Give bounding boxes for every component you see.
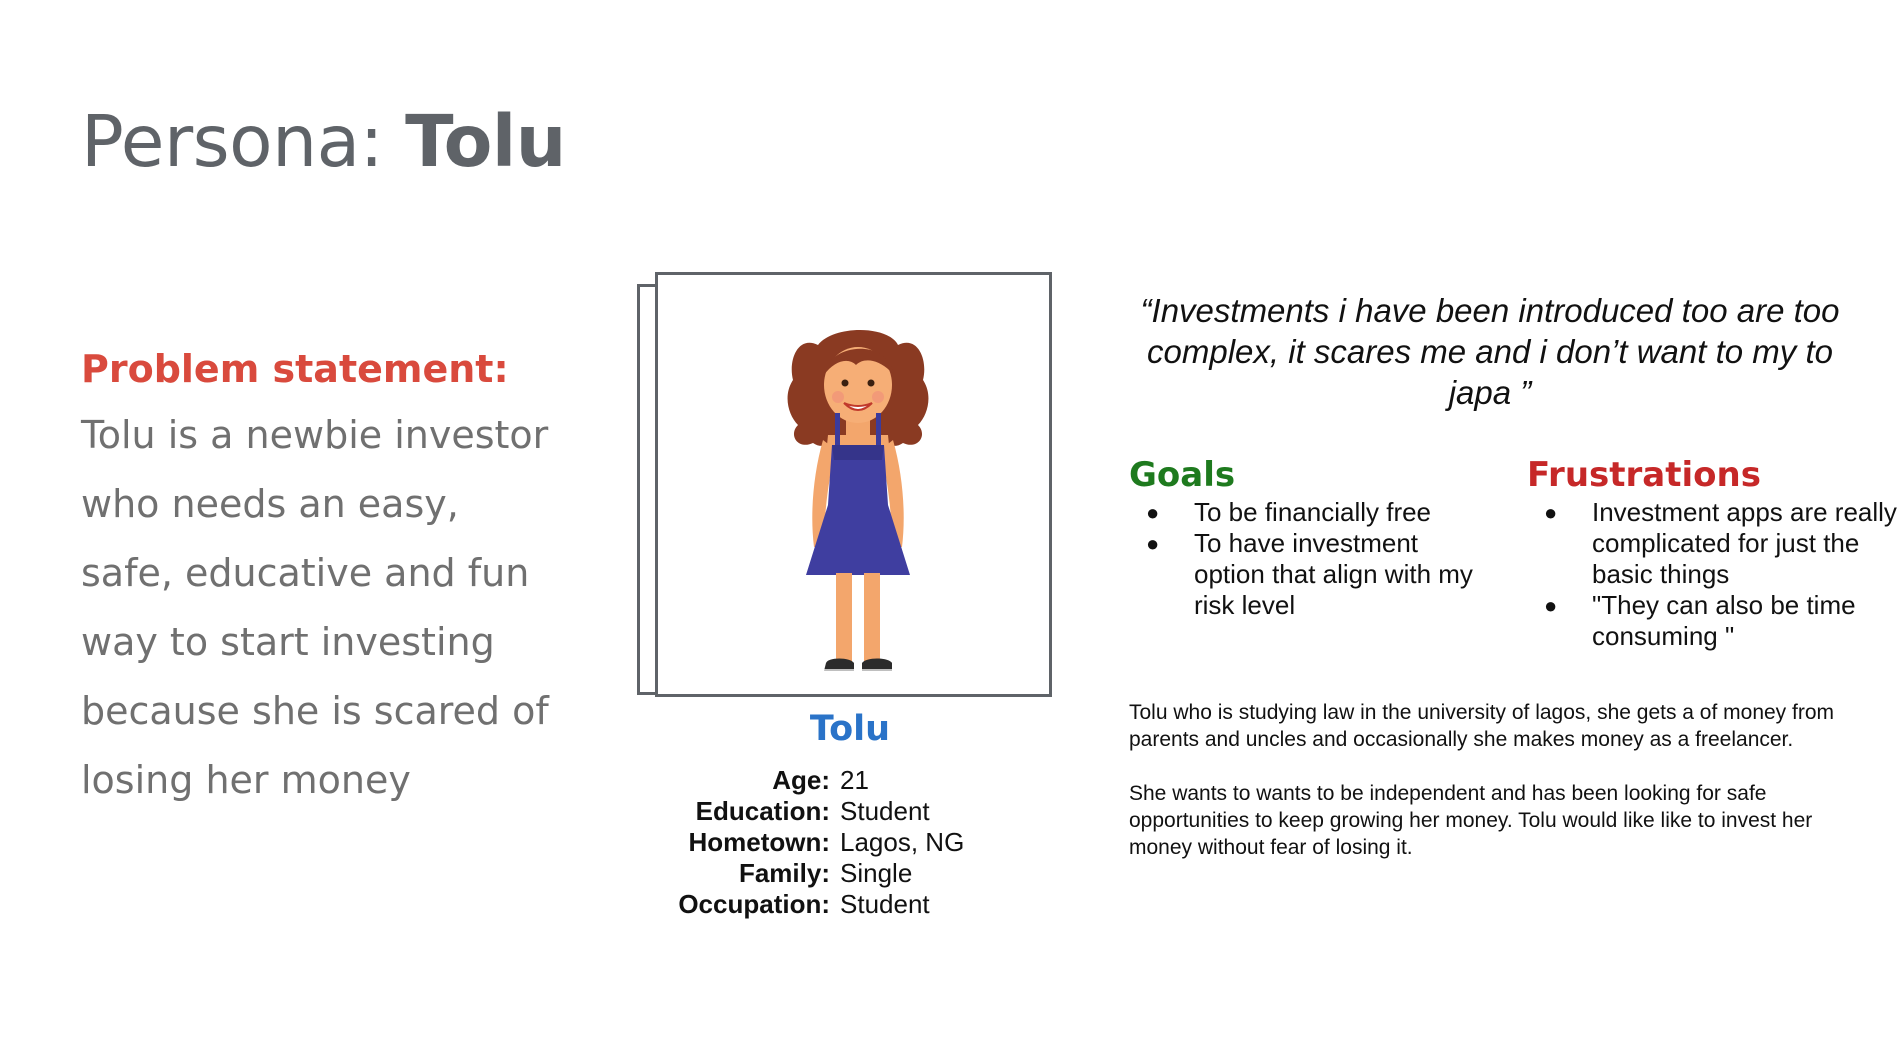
fact-row-family bbox=[640, 858, 1060, 889]
fact-row-hometown bbox=[640, 827, 1060, 858]
list-item bbox=[1527, 590, 1897, 652]
problem-text: Tolu is a newbie investor who needs an easy, safe, educative and fun way to start investing because she is scared of losing her money bbox=[81, 413, 549, 802]
fact-value: Student bbox=[840, 889, 930, 919]
frustrations-list bbox=[1527, 497, 1897, 652]
frustration-text: "They can also be time consuming " bbox=[1592, 590, 1856, 651]
persona-facts bbox=[640, 765, 1060, 920]
bio-paragraph: She wants to wants to be independent and has been looking for safe opportunities to keep growing her money. Tolu would like like to invest her money without fear of losing it. bbox=[1129, 782, 1813, 859]
bullet-icon: ● bbox=[1544, 593, 1558, 618]
bullet-icon: ● bbox=[1146, 531, 1160, 556]
title-prefix: Persona: bbox=[81, 100, 406, 183]
persona-name: Tolu bbox=[809, 709, 891, 749]
fact-value: Single bbox=[840, 858, 913, 888]
fact-value: Lagos, NG bbox=[840, 827, 965, 857]
fact-row-education bbox=[640, 796, 1060, 827]
bio-paragraph: Tolu who is studying law in the university of lagos, she gets a of money from parents and uncles and occasionally she makes money as a freelancer. bbox=[1129, 701, 1835, 751]
list-item bbox=[1129, 528, 1489, 621]
fact-label: Hometown: bbox=[688, 827, 830, 857]
goals-section bbox=[1129, 455, 1489, 621]
avatar bbox=[655, 272, 1052, 697]
fact-row-age bbox=[640, 765, 1060, 796]
fact-label: Occupation: bbox=[678, 889, 830, 919]
fact-label: Family: bbox=[738, 858, 830, 888]
frustrations-section bbox=[1527, 455, 1897, 652]
bullet-icon: ● bbox=[1146, 500, 1160, 525]
girl-avatar-icon bbox=[658, 275, 1049, 694]
title-name: Tolu bbox=[405, 100, 566, 183]
bullet-icon: ● bbox=[1544, 500, 1558, 525]
fact-row-occupation bbox=[640, 889, 1060, 920]
fact-value: Student bbox=[840, 796, 930, 826]
fact-label: Education: bbox=[695, 796, 830, 826]
goals-heading: Goals bbox=[1129, 455, 1236, 495]
list-item bbox=[1129, 497, 1489, 528]
page-title bbox=[81, 100, 566, 183]
goal-text: To be financially free bbox=[1194, 497, 1432, 527]
persona-quote: “Investments i have been introduced too are too complex, it scares me and i don’t want to my to japa ” bbox=[1140, 292, 1840, 411]
problem-heading: Problem statement: bbox=[81, 347, 509, 391]
fact-value: 21 bbox=[840, 765, 869, 795]
list-item bbox=[1527, 497, 1897, 590]
goals-list bbox=[1129, 497, 1489, 621]
goal-text: To have investment option that align with my risk level bbox=[1194, 528, 1473, 620]
problem-statement bbox=[81, 347, 561, 815]
persona-bio bbox=[1129, 699, 1869, 888]
frustrations-heading: Frustrations bbox=[1527, 455, 1761, 495]
frustration-text: Investment apps are really complicated for just the basic things bbox=[1592, 497, 1897, 589]
fact-label: Age: bbox=[772, 765, 830, 795]
